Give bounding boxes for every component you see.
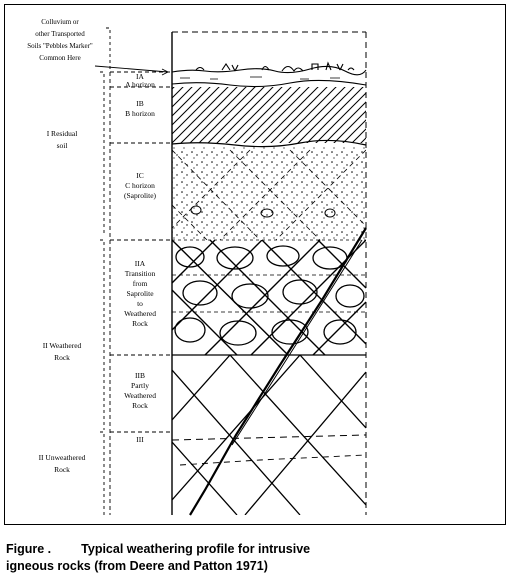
colluvium-arrow — [95, 66, 168, 72]
zone-iia-label-4: to — [137, 299, 143, 308]
left-labels — [27, 18, 93, 474]
zone-labels — [124, 72, 157, 444]
zone-ic-label-1: C horizon — [125, 181, 155, 190]
fault-line — [190, 228, 366, 515]
label-weathered-rock-0: II Weathered — [42, 341, 82, 350]
zone-ib-label-1: B horizon — [125, 109, 155, 118]
zone-iia-label-3: Saprolite — [126, 289, 154, 298]
label-residual-soil-0: I Residual — [46, 129, 78, 138]
zone-iia-label-2: from — [132, 279, 148, 288]
caption-prefix: Figure . — [6, 542, 52, 556]
label-colluvium-2: Soils "Pebbles Marker" — [27, 42, 93, 50]
zone-iib-label-2: Weathered — [124, 391, 156, 400]
zone-iii-label-0: III — [136, 435, 144, 444]
label-weathered-rock-1: Rock — [54, 353, 70, 362]
zone-ic-label-0: IC — [136, 171, 144, 180]
label-colluvium-1: other Transported — [35, 30, 85, 38]
ground-surface — [172, 63, 366, 75]
zone-ia-label-1: A horizon — [125, 80, 155, 89]
label-unweathered-rock-1: Rock — [54, 465, 70, 474]
zone-ic-label-2: (Saprolite) — [123, 191, 157, 200]
zone-ia-label-0: IA — [136, 72, 144, 81]
figure-caption — [6, 541, 506, 575]
zone-iib-label-0: IIB — [135, 371, 145, 380]
zone-iib-label-3: Rock — [132, 401, 148, 410]
zone-iia — [172, 240, 366, 355]
zone-iia-label-5: Weathered — [124, 309, 156, 318]
zone-iia-label-1: Transition — [124, 269, 156, 278]
zone-iib-label-1: Partly — [131, 381, 149, 390]
zone-ia — [172, 77, 366, 87]
left-brackets — [100, 28, 110, 515]
caption-line-1: Typical weathering profile for intrusive — [81, 542, 311, 556]
label-residual-soil-1: soil — [56, 141, 68, 150]
zone-ib-label-0: IB — [136, 99, 144, 108]
caption-line-2: igneous rocks (from Deere and Patton 1971) — [6, 559, 268, 573]
label-colluvium-0: Colluvium or — [41, 18, 79, 26]
label-unweathered-rock-0: II Unweathered — [38, 453, 86, 462]
label-colluvium-3: Common Here — [39, 54, 81, 62]
zone-iia-label-6: Rock — [132, 319, 148, 328]
zone-iia-label-0: IIA — [134, 259, 146, 268]
zone-ib — [172, 87, 366, 147]
zone-iib-iii — [172, 355, 366, 515]
zone-ic — [172, 147, 366, 240]
